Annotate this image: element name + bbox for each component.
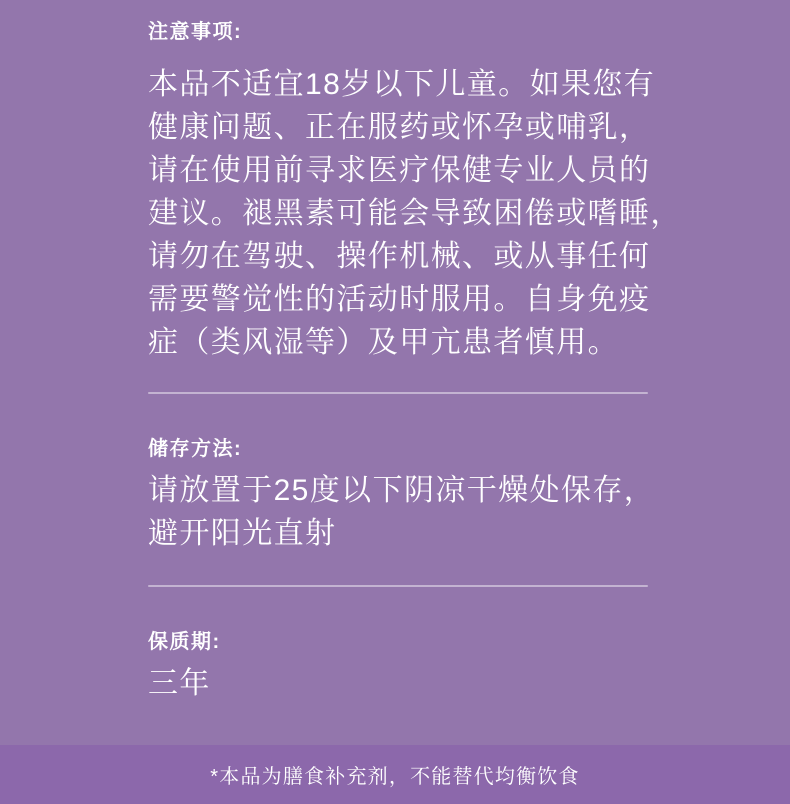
precautions-text-line: 请勿在驾驶、操作机械、或从事任何	[148, 240, 651, 273]
shelf-life-text	[148, 662, 653, 705]
precautions-text-line: 健康问题、正在服药或怀孕或哺乳，	[148, 111, 651, 144]
disclaimer-bar	[0, 745, 790, 804]
precautions-heading: 注意事项:	[148, 21, 243, 43]
precautions-text-line: 本品不适宜18岁以下儿童。如果您有	[148, 68, 656, 101]
precautions-text-line: 症（类风湿等）及甲亢患者慎用。	[148, 326, 619, 359]
precautions-text-line: 建议。褪黑素可能会导致困倦或嗜睡，	[148, 197, 682, 230]
section-divider	[148, 585, 648, 587]
precautions-text-line: 请在使用前寻求医疗保健专业人员的	[148, 154, 651, 187]
storage-text	[148, 469, 656, 555]
disclaimer-text: *本品为膳食补充剂，不能替代均衡饮食	[210, 766, 580, 788]
storage-text-line: 避开阳光直射	[148, 517, 337, 550]
precautions-text-line: 需要警觉性的活动时服用。自身免疫	[148, 283, 651, 316]
storage-text-line: 请放置于25度以下阴凉干燥处保存，	[148, 474, 656, 507]
section-divider	[148, 392, 648, 394]
storage-heading: 储存方法:	[148, 438, 243, 460]
precautions-text	[148, 63, 682, 364]
shelf-life-value: 三年	[148, 667, 211, 700]
shelf-life-heading: 保质期:	[148, 631, 221, 653]
